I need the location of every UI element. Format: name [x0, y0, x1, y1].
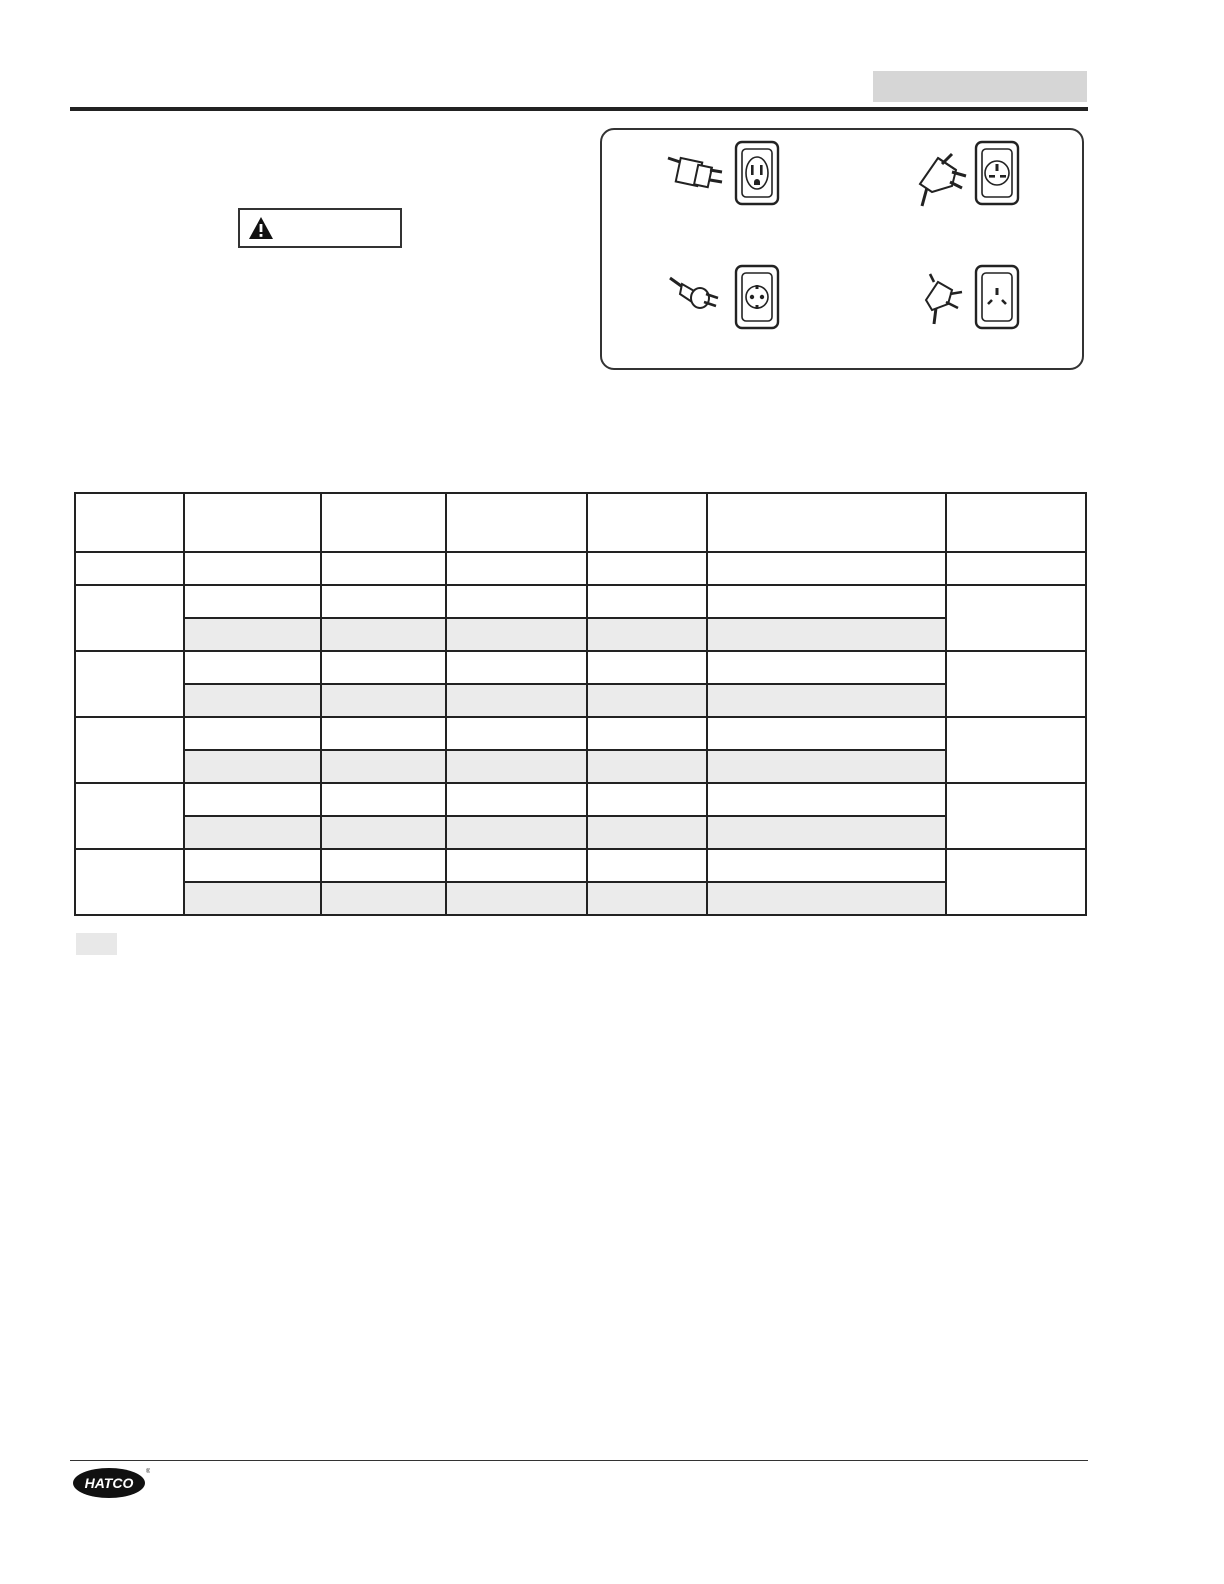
uk-receptacle-icon	[974, 140, 1022, 208]
table-cell	[184, 849, 321, 882]
table-cell	[587, 684, 707, 717]
table-cell	[321, 717, 446, 750]
table-cell	[446, 552, 587, 585]
nema-receptacle-icon	[734, 140, 782, 208]
table-cell	[587, 552, 707, 585]
table-cell	[446, 882, 587, 915]
table-row	[75, 849, 1086, 882]
table-row	[75, 717, 1086, 750]
table-cell	[707, 651, 946, 684]
table-cell	[184, 684, 321, 717]
table-cell	[184, 618, 321, 651]
table-cell	[587, 651, 707, 684]
table-cell	[587, 783, 707, 816]
table-row	[75, 618, 1086, 651]
table-header-cell	[946, 493, 1086, 552]
table-cell	[184, 585, 321, 618]
plug-configurations-panel	[600, 128, 1084, 370]
table-header-cell	[184, 493, 321, 552]
nema-plug-icon	[666, 148, 726, 198]
logo-text: HATCO	[84, 1475, 134, 1491]
table-row	[75, 684, 1086, 717]
china-plug-icon	[916, 270, 972, 326]
table-cell	[946, 783, 1086, 849]
table-cell	[707, 849, 946, 882]
table-cell	[75, 552, 184, 585]
table-cell	[321, 552, 446, 585]
warning-triangle-icon	[248, 216, 274, 240]
table-cell	[707, 552, 946, 585]
table-cell	[321, 750, 446, 783]
table-cell	[321, 585, 446, 618]
table-cell	[184, 816, 321, 849]
specifications-table	[74, 492, 1087, 916]
table-cell	[707, 816, 946, 849]
warning-label-box	[238, 208, 402, 248]
table-cell	[321, 684, 446, 717]
table-cell	[946, 849, 1086, 915]
footer-rule	[70, 1460, 1088, 1461]
table-header-row	[75, 493, 1086, 552]
table-cell	[946, 552, 1086, 585]
table-cell	[75, 717, 184, 783]
table-cell	[587, 717, 707, 750]
table-header-cell	[446, 493, 587, 552]
table-cell	[446, 717, 587, 750]
table-cell	[446, 651, 587, 684]
table-cell	[321, 849, 446, 882]
table-cell	[446, 849, 587, 882]
table-cell	[75, 651, 184, 717]
table-cell	[184, 783, 321, 816]
table-cell	[446, 816, 587, 849]
table-row	[75, 651, 1086, 684]
table-cell	[587, 585, 707, 618]
table-cell	[587, 618, 707, 651]
table-cell	[587, 816, 707, 849]
table-header-cell	[321, 493, 446, 552]
header-rule	[70, 107, 1088, 111]
table-cell	[321, 651, 446, 684]
table-cell	[184, 651, 321, 684]
table-cell	[321, 882, 446, 915]
table-row	[75, 783, 1086, 816]
schuko-receptacle-icon	[734, 264, 782, 332]
logo-registered-mark: ®	[146, 1469, 150, 1475]
table-cell	[946, 717, 1086, 783]
table-header-cell	[75, 493, 184, 552]
table-cell	[587, 882, 707, 915]
section-tab	[873, 71, 1087, 102]
table-cell	[946, 585, 1086, 651]
table-header-cell	[587, 493, 707, 552]
table-row	[75, 816, 1086, 849]
table-cell	[184, 552, 321, 585]
table-cell	[446, 750, 587, 783]
uk-plug-icon	[912, 148, 974, 210]
table-cell	[446, 684, 587, 717]
table-cell	[707, 717, 946, 750]
table-cell	[321, 816, 446, 849]
table-cell	[75, 849, 184, 915]
table-note-chip	[76, 933, 117, 955]
table-cell	[707, 684, 946, 717]
table-cell	[707, 585, 946, 618]
table-cell	[184, 717, 321, 750]
table-cell	[946, 651, 1086, 717]
table-row	[75, 552, 1086, 585]
table-cell	[321, 618, 446, 651]
table-header-cell	[707, 493, 946, 552]
table-cell	[446, 783, 587, 816]
china-receptacle-icon	[974, 264, 1022, 332]
table-cell	[587, 849, 707, 882]
table-cell	[446, 618, 587, 651]
hatco-logo	[72, 1466, 150, 1500]
table-cell	[707, 882, 946, 915]
table-cell	[587, 750, 707, 783]
table-cell	[184, 750, 321, 783]
table-row	[75, 585, 1086, 618]
table-row	[75, 750, 1086, 783]
table-cell	[184, 882, 321, 915]
table-cell	[321, 783, 446, 816]
table-cell	[707, 750, 946, 783]
table-cell	[446, 585, 587, 618]
table-cell	[75, 783, 184, 849]
table-cell	[707, 783, 946, 816]
table-cell	[75, 585, 184, 651]
schuko-plug-icon	[668, 272, 724, 316]
table-cell	[707, 618, 946, 651]
table-row	[75, 882, 1086, 915]
